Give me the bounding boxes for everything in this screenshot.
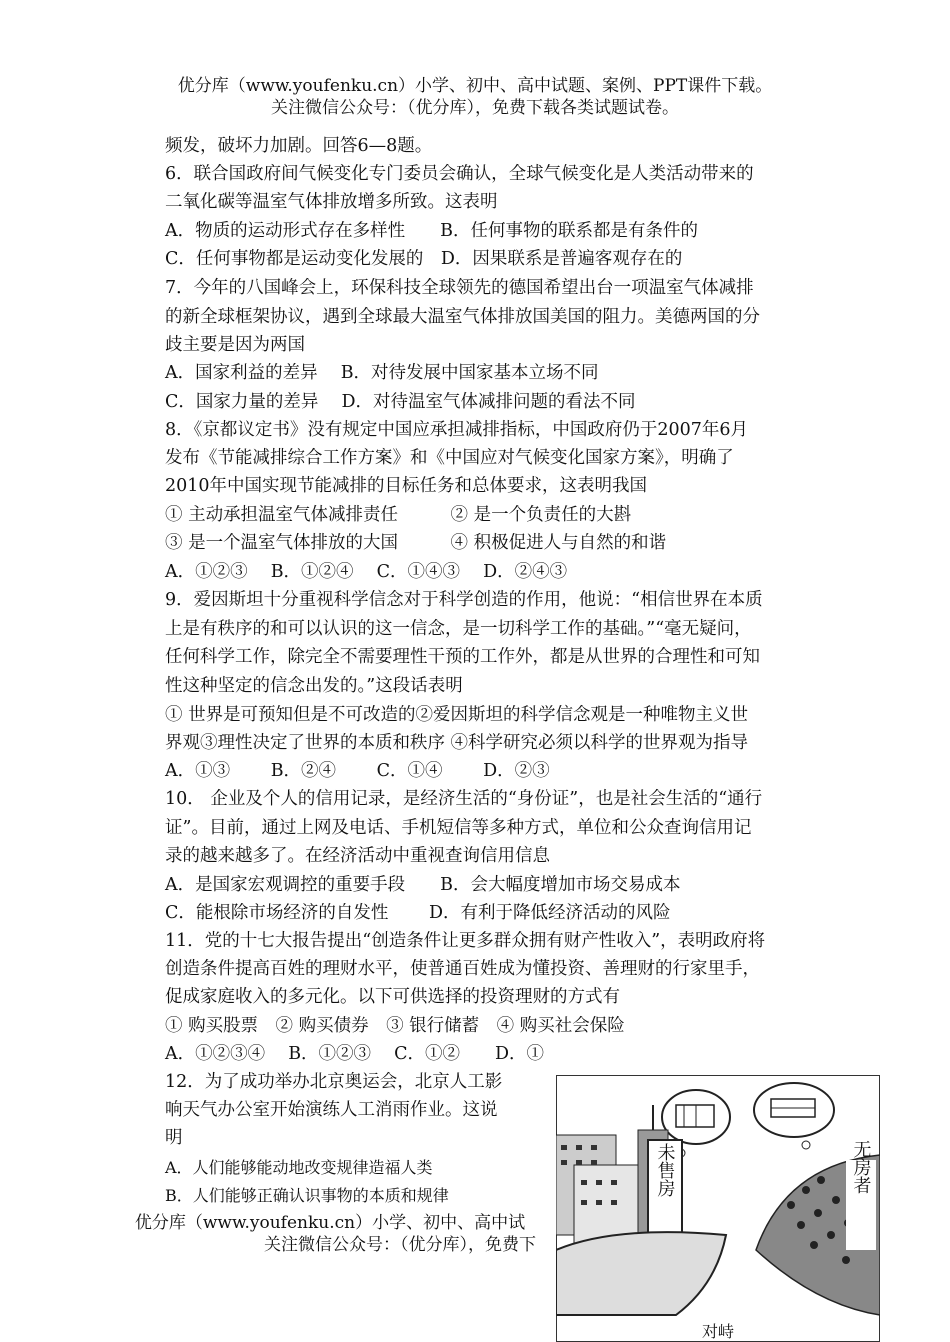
text-line: C．任何事物都是运动变化发展的 D．因果联系是普遍客观存在的: [165, 249, 683, 269]
text-line: A．物质的运动形式存在多样性 B．任何事物的联系都是有条件的: [165, 221, 698, 241]
text-line: 11．党的十七大报告提出“创造条件让更多群众拥有财产性收入”，表明政府将: [165, 931, 766, 951]
text-line: 证”。目前，通过上网及电话、手机短信等多种方式，单位和公众查询信用记: [165, 818, 752, 838]
text-line: 创造条件提高百姓的理财水平，使普通百姓成为懂投资、善理财的行家里手，: [165, 959, 760, 979]
text-line: 性这种坚定的信念出发的。”这段话表明: [165, 676, 463, 696]
footer-line-1: 优分库（www.youfenku.cn）小学、初中、高中试: [134, 1213, 526, 1233]
cartoon-standoff: [556, 1075, 880, 1342]
text-line: 促成家庭收入的多元化。以下可供选择的投资理财的方式有: [165, 987, 620, 1007]
text-line: A．①③ B．②④ C．①④ D．②③: [165, 761, 550, 781]
text-line: 界观③理性决定了世界的本质和秩序 ④科学研究必须以科学的世界观为指导: [165, 733, 749, 753]
text-line: A．①②③ B．①②④ C．①④③ D．②④③: [165, 562, 568, 582]
text-line: 9．爱因斯坦十分重视科学信念对于科学创造的作用，他说：“相信世界在本质: [165, 590, 763, 610]
text-line: 任何科学工作，除完全不需要理性干预的工作外，都是从世界的合理性和可知: [165, 647, 760, 667]
text-line: 6．联合国政府间气候变化专门委员会确认，全球气候变化是人类活动带来的: [165, 164, 754, 184]
text-line: C．国家力量的差异 D．对待温室气体减排问题的看法不同: [165, 392, 636, 412]
text-line: 明: [165, 1128, 183, 1148]
text-line: 录的越来越多了。在经济活动中重视查询信用信息: [165, 846, 550, 866]
text-line: 发布《节能减排综合工作方案》和《中国应对气候变化国家方案》，明确了: [165, 448, 734, 468]
text-line: ① 主动承担温室气体减排责任 ② 是一个负责任的大斟: [165, 505, 632, 525]
text-line: 2010年中国实现节能减排的目标任务和总体要求，这表明我国: [165, 476, 648, 496]
text-line: 10． 企业及个人的信用记录，是经济生活的“身份证”，也是社会生活的“通行: [165, 789, 763, 809]
footer-line-2: 关注微信公众号：（优分库），免费下: [264, 1235, 536, 1255]
building-label: 未售房: [654, 1143, 676, 1197]
text-line: C．能根除市场经济的自发性 D．有利于降低经济活动的风险: [165, 903, 671, 923]
text-line: ① 世界是可预知但是不可改造的②爱因斯坦的科学信念观是一种唯物主义世: [165, 705, 749, 725]
text-line: 歧主要是因为两国: [165, 335, 305, 355]
text-line: A．人们能够能动地改变规律造福人类: [165, 1158, 433, 1177]
cartoon-caption: 对峙: [701, 1322, 735, 1341]
text-line: 频发，破坏力加剧。回答6—8题。: [165, 136, 433, 156]
header-line-1: 优分库（www.youfenku.cn）小学、初中、高中试题、案例、PPT课件下载。: [177, 76, 773, 96]
text-line: ③ 是一个温室气体排放的大国 ④ 积极促进人与自然的和谐: [165, 533, 667, 553]
text-line: B．人们能够正确认识事物的本质和规律: [165, 1186, 449, 1205]
text-line: 的新全球框架协议，遇到全球最大温室气体排放国美国的阻力。美德两国的分: [165, 307, 760, 327]
header-line-2: 关注微信公众号：（优分库），免费下载各类试题试卷。: [271, 98, 679, 118]
text-line: 7．今年的八国峰会上，环保科技全球领先的德国希望出台一项温室气体减排: [165, 278, 754, 298]
crowd-label: 无房者: [850, 1140, 872, 1194]
text-line: ① 购买股票 ② 购买债券 ③ 银行储蓄 ④ 购买社会保险: [165, 1016, 625, 1036]
text-line: 8．《京都议定书》没有规定中国应承担减排指标，中国政府仍于2007年6月: [165, 420, 749, 440]
text-line: 响天气办公室开始演练人工消雨作业。这说: [165, 1100, 498, 1120]
text-line: 12．为了成功举办北京奥运会，北京人工影: [165, 1072, 503, 1092]
text-line: A．国家利益的差异 B．对待发展中国家基本立场不同: [165, 363, 599, 383]
text-line: A．是国家宏观调控的重要手段 B．会大幅度增加市场交易成本: [165, 875, 681, 895]
text-line: 上是有秩序的和可以认识的这一信念，是一切科学工作的基础。”“毫无疑问，: [165, 619, 752, 639]
text-line: A．①②③④ B．①②③ C．①② D．①: [165, 1044, 545, 1064]
text-line: 二氧化碳等温室气体排放增多所致。这表明: [165, 192, 498, 212]
